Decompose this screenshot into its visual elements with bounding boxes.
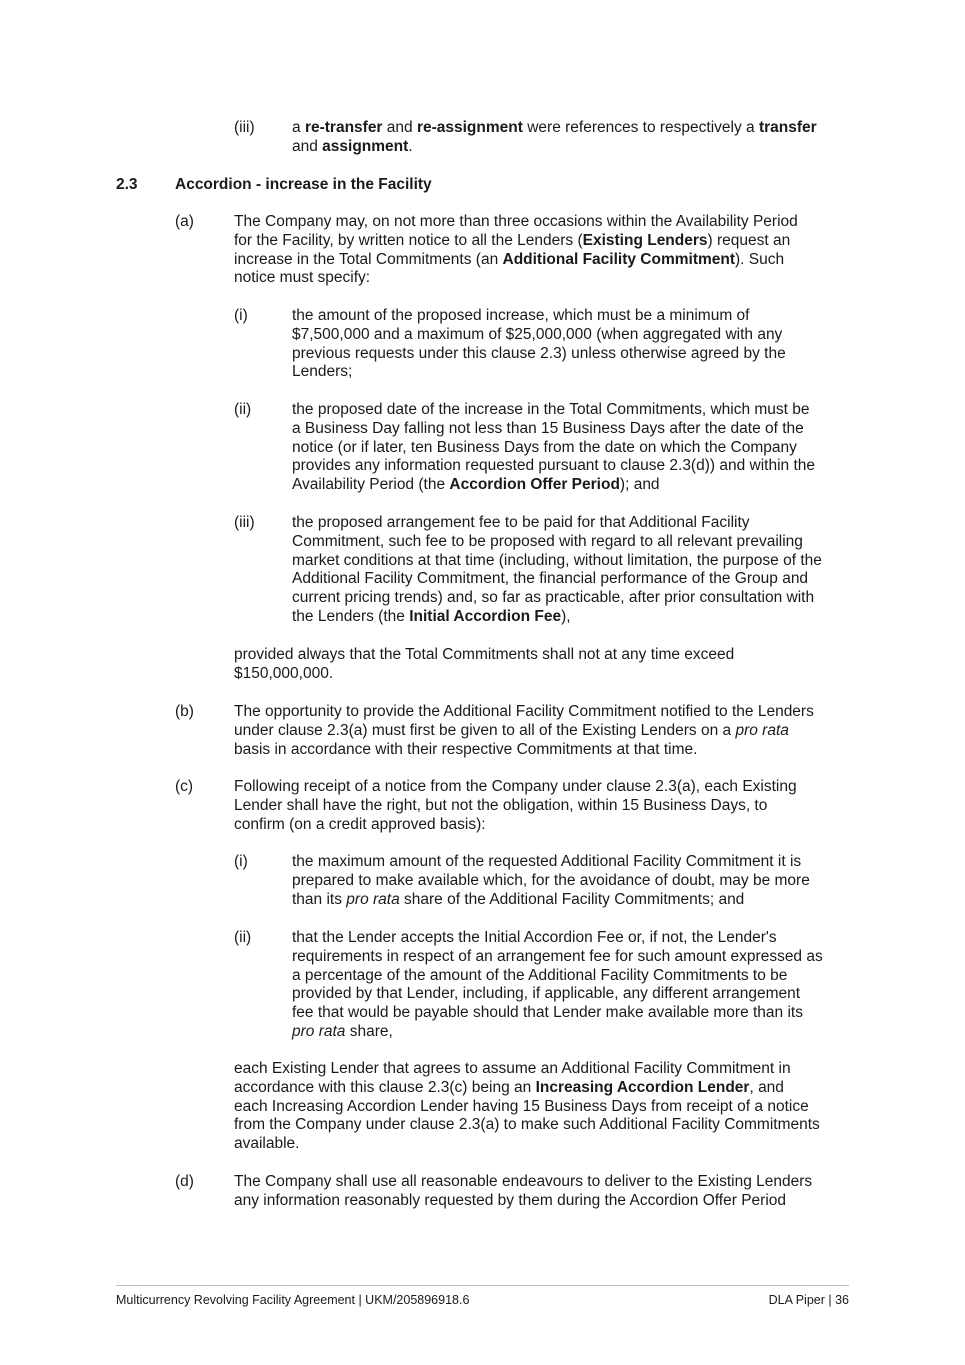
- text-run: ) request an: [707, 231, 791, 249]
- text-line: [234, 1191, 786, 1210]
- text-run: previous requests under this clause 2.3) unless otherwise agreed by the: [292, 344, 786, 362]
- text-line: [292, 456, 815, 475]
- text-run: ). Such: [735, 250, 785, 268]
- text-run: a percentage of the amount of the Additional Facility Commitments to be: [292, 966, 788, 984]
- text-line: [292, 1022, 393, 1041]
- text-run: $150,000,000.: [234, 664, 334, 682]
- text-line: [234, 1059, 791, 1078]
- text-line: [292, 118, 817, 137]
- text-run: The Company shall use all reasonable endeavours to deliver to the Existing Lenders: [234, 1173, 813, 1190]
- item-number: (iii): [234, 514, 255, 531]
- text-line: [292, 344, 786, 363]
- text-line: [234, 250, 784, 269]
- text-line: [234, 721, 789, 740]
- text-run: $7,500,000 and a maximum of $25,000,000 (when aggregated with any: [292, 325, 783, 343]
- text-line: [292, 569, 808, 588]
- text-run: from the Company under clause 2.3(a) to make such Additional Facility Commitments: [234, 1116, 820, 1134]
- text-run: share,: [345, 1023, 393, 1040]
- text-run: share of the Additional Facility Commitments; and: [399, 890, 745, 908]
- text-line: [292, 137, 413, 156]
- defined-term: re-assignment: [416, 119, 523, 136]
- text-run: ); and: [619, 476, 660, 494]
- text-run: Following receipt of a notice from the Company under clause 2.3(a), each Existing: [234, 778, 797, 795]
- text-line: [234, 268, 370, 287]
- text-line: [292, 966, 787, 985]
- item-number: (ii): [234, 929, 252, 946]
- defined-term: transfer: [758, 119, 817, 136]
- text-run: increase in the Total Commitments (an: [234, 250, 503, 268]
- text-run: notice (or if later, ten Business Days from the date on which the Company: [292, 438, 797, 456]
- text-line: [234, 777, 797, 796]
- text-line: [292, 419, 804, 438]
- text-run: than its: [292, 890, 347, 908]
- text-run: any information reasonably requested by them during the Accordion Offer Period: [234, 1191, 787, 1209]
- text-run: , and: [749, 1078, 784, 1096]
- text-run: Lenders;: [292, 363, 353, 381]
- text-run: a: [292, 119, 305, 136]
- text-line: [292, 890, 744, 909]
- italic-term: pro rata: [735, 721, 789, 739]
- text-run: the proposed date of the increase in the Total Commitments, which must be: [292, 401, 810, 418]
- text-line: [234, 664, 333, 683]
- item-number: (iii): [234, 119, 255, 136]
- text-run: provides any information requested pursuant to clause 2.3(d)) and within the: [292, 457, 815, 475]
- defined-term: Accordion Offer Period: [449, 476, 620, 494]
- text-run: the maximum amount of the requested Additional Facility Commitment it is: [292, 853, 802, 870]
- text-run: that the Lender accepts the Initial Accordion Fee or, if not, the Lender's: [292, 929, 777, 946]
- item-number: (i): [234, 307, 248, 324]
- text-run: ),: [561, 608, 571, 625]
- defined-term: Existing Lenders: [582, 231, 708, 249]
- text-run: The Company may, on not more than three occasions within the Availability Period: [234, 213, 798, 230]
- text-line: [292, 1003, 803, 1022]
- text-line: [234, 702, 814, 721]
- text-run: the proposed arrangement fee to be paid for that Additional Facility: [292, 514, 750, 531]
- text-line: [292, 984, 800, 1003]
- paragraph-number: (b): [175, 703, 194, 720]
- text-run: under clause 2.3(a) must first be given to all of the Existing Lenders on a: [234, 721, 736, 739]
- text-line: [234, 1097, 809, 1116]
- text-line: [292, 362, 352, 381]
- text-run: the Lenders (the: [292, 608, 410, 625]
- text-run: for the Facility, by written notice to all the Lenders (: [234, 231, 583, 249]
- text-run: available.: [234, 1135, 300, 1153]
- text-line: [234, 740, 697, 759]
- defined-term: Additional Facility Commitment: [502, 250, 736, 268]
- defined-term: Increasing Accordion Lender: [535, 1078, 750, 1096]
- text-line: [234, 1172, 812, 1191]
- text-run: notice must specify:: [234, 269, 371, 287]
- text-line: [234, 796, 767, 815]
- text-line: [292, 607, 571, 626]
- footer-page-number: DLA Piper | 36: [768, 1293, 849, 1307]
- text-run: Commitment, such fee to be proposed with regard to all relevant prevailing: [292, 532, 803, 550]
- defined-term: re-transfer: [304, 119, 383, 136]
- italic-term: pro rata: [292, 1023, 346, 1040]
- footer-document-reference: Multicurrency Revolving Facility Agreement | UKM/205896918.6: [116, 1293, 470, 1307]
- text-line: [234, 212, 798, 231]
- text-line: [292, 400, 810, 419]
- text-run: accordance with this clause 2.3(c) being an: [234, 1078, 536, 1096]
- text-run: were references to respectively a: [522, 119, 759, 136]
- text-line: [292, 325, 782, 344]
- text-line: [292, 928, 777, 947]
- text-run: and: [382, 119, 417, 136]
- text-run: the amount of the proposed increase, which must be a minimum of: [292, 307, 750, 324]
- item-number: (ii): [234, 401, 252, 418]
- section-title: Accordion - increase in the Facility: [175, 176, 432, 193]
- text-line: [234, 231, 790, 250]
- text-run: Additional Facility Commitment, the financial performance of the Group and: [292, 570, 809, 588]
- text-line: [292, 588, 814, 607]
- paragraph-number: (c): [175, 778, 194, 795]
- text-run: requirements in respect of an arrangement fee for such amount expressed as: [292, 947, 823, 965]
- text-line: [292, 438, 797, 457]
- text-line: [292, 947, 823, 966]
- section-number: 2.3: [116, 176, 138, 193]
- text-line: [292, 513, 750, 532]
- text-run: Lender shall have the right, but not the obligation, within 15 Business Days, to: [234, 796, 768, 814]
- text-line: [234, 1134, 300, 1153]
- text-line: [292, 871, 810, 890]
- text-run: prepared to make available which, for the avoidance of doubt, may be more: [292, 871, 810, 889]
- text-line: [292, 475, 660, 494]
- text-run: a Business Day falling not less than 15 Business Days after the date of the: [292, 419, 804, 437]
- text-line: [292, 532, 803, 551]
- defined-term: assignment: [322, 137, 409, 155]
- text-run: .: [408, 137, 413, 155]
- text-run: provided always that the Total Commitments shall not at any time exceed: [234, 646, 735, 663]
- text-run: each Increasing Accordion Lender having 15 Business Days from receipt of a notice: [234, 1097, 809, 1115]
- text-line: [292, 551, 822, 570]
- text-run: confirm (on a credit approved basis):: [234, 815, 486, 833]
- paragraph-number: (d): [175, 1173, 194, 1190]
- text-run: current pricing trends) and, so far as practicable, after prior consultation with: [292, 589, 815, 607]
- text-run: market conditions at that time (including, without limitation, the purpose of the: [292, 551, 822, 569]
- text-line: [234, 645, 734, 664]
- text-line: [234, 815, 486, 834]
- footer-divider: [116, 1285, 849, 1286]
- defined-term: Initial Accordion Fee: [409, 608, 562, 625]
- text-run: provided by that Lender, including, if applicable, any different arrangement: [292, 985, 801, 1003]
- italic-term: pro rata: [346, 890, 400, 908]
- text-line: [234, 1115, 820, 1134]
- text-run: and: [292, 137, 323, 155]
- text-run: fee that would be payable should that Lender make available more than its: [292, 1004, 803, 1022]
- text-run: The opportunity to provide the Additional Facility Commitment notified to the Lenders: [234, 703, 814, 720]
- text-run: basis in accordance with their respective Commitments at that time.: [234, 740, 698, 758]
- text-run: each Existing Lender that agrees to assume an Additional Facility Commitment in: [234, 1060, 791, 1077]
- item-number: (i): [234, 853, 248, 870]
- paragraph-number: (a): [175, 213, 194, 230]
- text-line: [234, 1078, 784, 1097]
- text-run: Availability Period (the: [292, 476, 450, 494]
- text-line: [292, 306, 750, 325]
- text-line: [292, 852, 801, 871]
